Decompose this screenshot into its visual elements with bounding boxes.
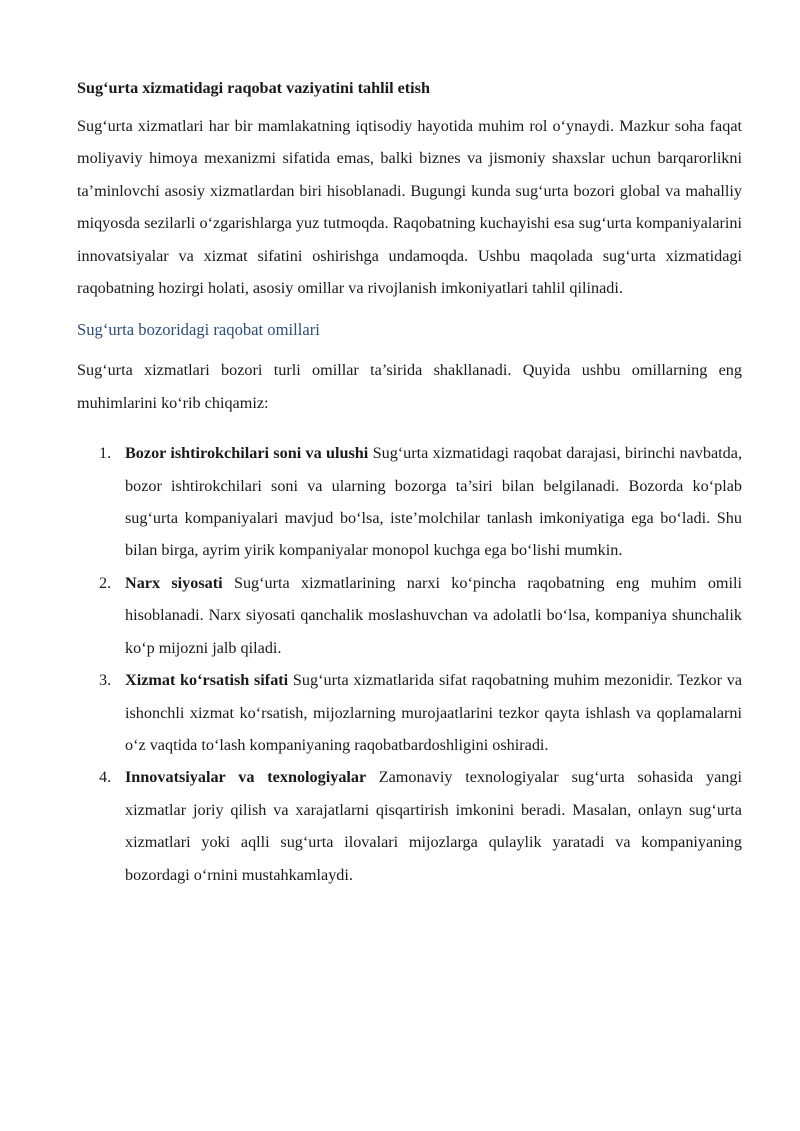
list-item bbox=[77, 664, 742, 761]
list-item-text: Sug‘urta xizmatlarida sifat raqobatning muhim mezonidir. Tezkor va ishonchli xizmat ko‘rsatish, mijozlarning murojaatlarini tezkor qayta ishlash va qoplamalarni o‘z vaqtida to‘lash kompaniyaning raqobatbardoshligini oshiradi. bbox=[125, 671, 743, 754]
list-item-number: 4. bbox=[99, 768, 112, 787]
list-item-lead: Narx siyosati bbox=[125, 573, 234, 592]
list-item bbox=[77, 437, 742, 567]
list-item-number: 2. bbox=[99, 573, 112, 592]
list-item-text: Sug‘urta xizmatidagi raqobat darajasi, birinchi navbatda, bozor ishtirokchilari soni va ularning bozorga ta’siri bilan belgilanadi. Bozorda ko‘plab sug‘urta kompaniyalari mavjud bo‘lsa, iste’molchilar tanlash imkoniyatiga ega bo‘ladi. Shu bilan birga, ayrim yirik kompaniyalar monopol kuchga ega bo‘lishi mumkin. bbox=[125, 444, 742, 560]
list-item-lead: Xizmat ko‘rsatish sifati bbox=[125, 671, 293, 690]
list-item-lead: Bozor ishtirokchilari soni va ulushi bbox=[125, 444, 373, 463]
list-item-number: 3. bbox=[99, 671, 112, 690]
document-title: Sug‘urta xizmatidagi raqobat vaziyatini tahlil etish bbox=[77, 79, 430, 97]
list-item-text: Sug‘urta xizmatlarining narxi ko‘pincha raqobatning eng muhim omili hisoblanadi. Narx siyosati qanchalik moslashuvchan va adolatli bo‘lsa, kompaniya shunchalik ko‘p mijozni jalb qiladi. bbox=[125, 573, 742, 657]
list-item-number: 1. bbox=[99, 444, 112, 463]
list-item bbox=[77, 761, 742, 891]
section-heading: Sug‘urta bozoridagi raqobat omillari bbox=[77, 320, 320, 340]
list-item-text: Zamonaviy texnologiyalar sug‘urta sohasida yangi xizmatlar joriy qilish va xarajatlarni qisqartirish imkonini beradi. Masalan, onlayn sug‘urta xizmatlari yoki aqlli sug‘urta ilovalari mijozlarga qulaylik yaratadi va kompaniyaning bozordagi o‘rnini mustahkamlaydi. bbox=[125, 768, 742, 884]
factors-list bbox=[77, 437, 742, 891]
document-page bbox=[77, 72, 742, 891]
list-item-lead: Innovatsiyalar va texnologiyalar bbox=[125, 768, 379, 787]
section-intro-paragraph: Sug‘urta xizmatlari bozori turli omillar ta’sirida shakllanadi. Quyida ushbu omillarning eng muhimlarini ko‘rib chiqamiz: bbox=[77, 361, 742, 412]
intro-paragraph: Sug‘urta xizmatlari har bir mamlakatning iqtisodiy hayotida muhim rol o‘ynaydi. Mazkur soha faqat moliyaviy himoya mexanizmi sifatida emas, balki biznes va jismoniy shaxslar uchun barqarorlikni ta’minlovchi asosiy xizmatlardan biri hisoblanadi. Bugungi kunda sug‘urta bozori global va mahalliy miqyosda sezilarli o‘zgarishlarga yuz tutmoqda. Raqobatning kuchayishi esa sug‘urta kompaniyalarini innovatsiyalar va xizmat sifatini oshirishga undamoqda. Ushbu maqolada sug‘urta xizmatidagi raqobatning hozirgi holati, asosiy omillar va rivojlanish imkoniyatlari tahlil qilinadi. bbox=[77, 117, 742, 298]
list-item bbox=[77, 567, 742, 664]
